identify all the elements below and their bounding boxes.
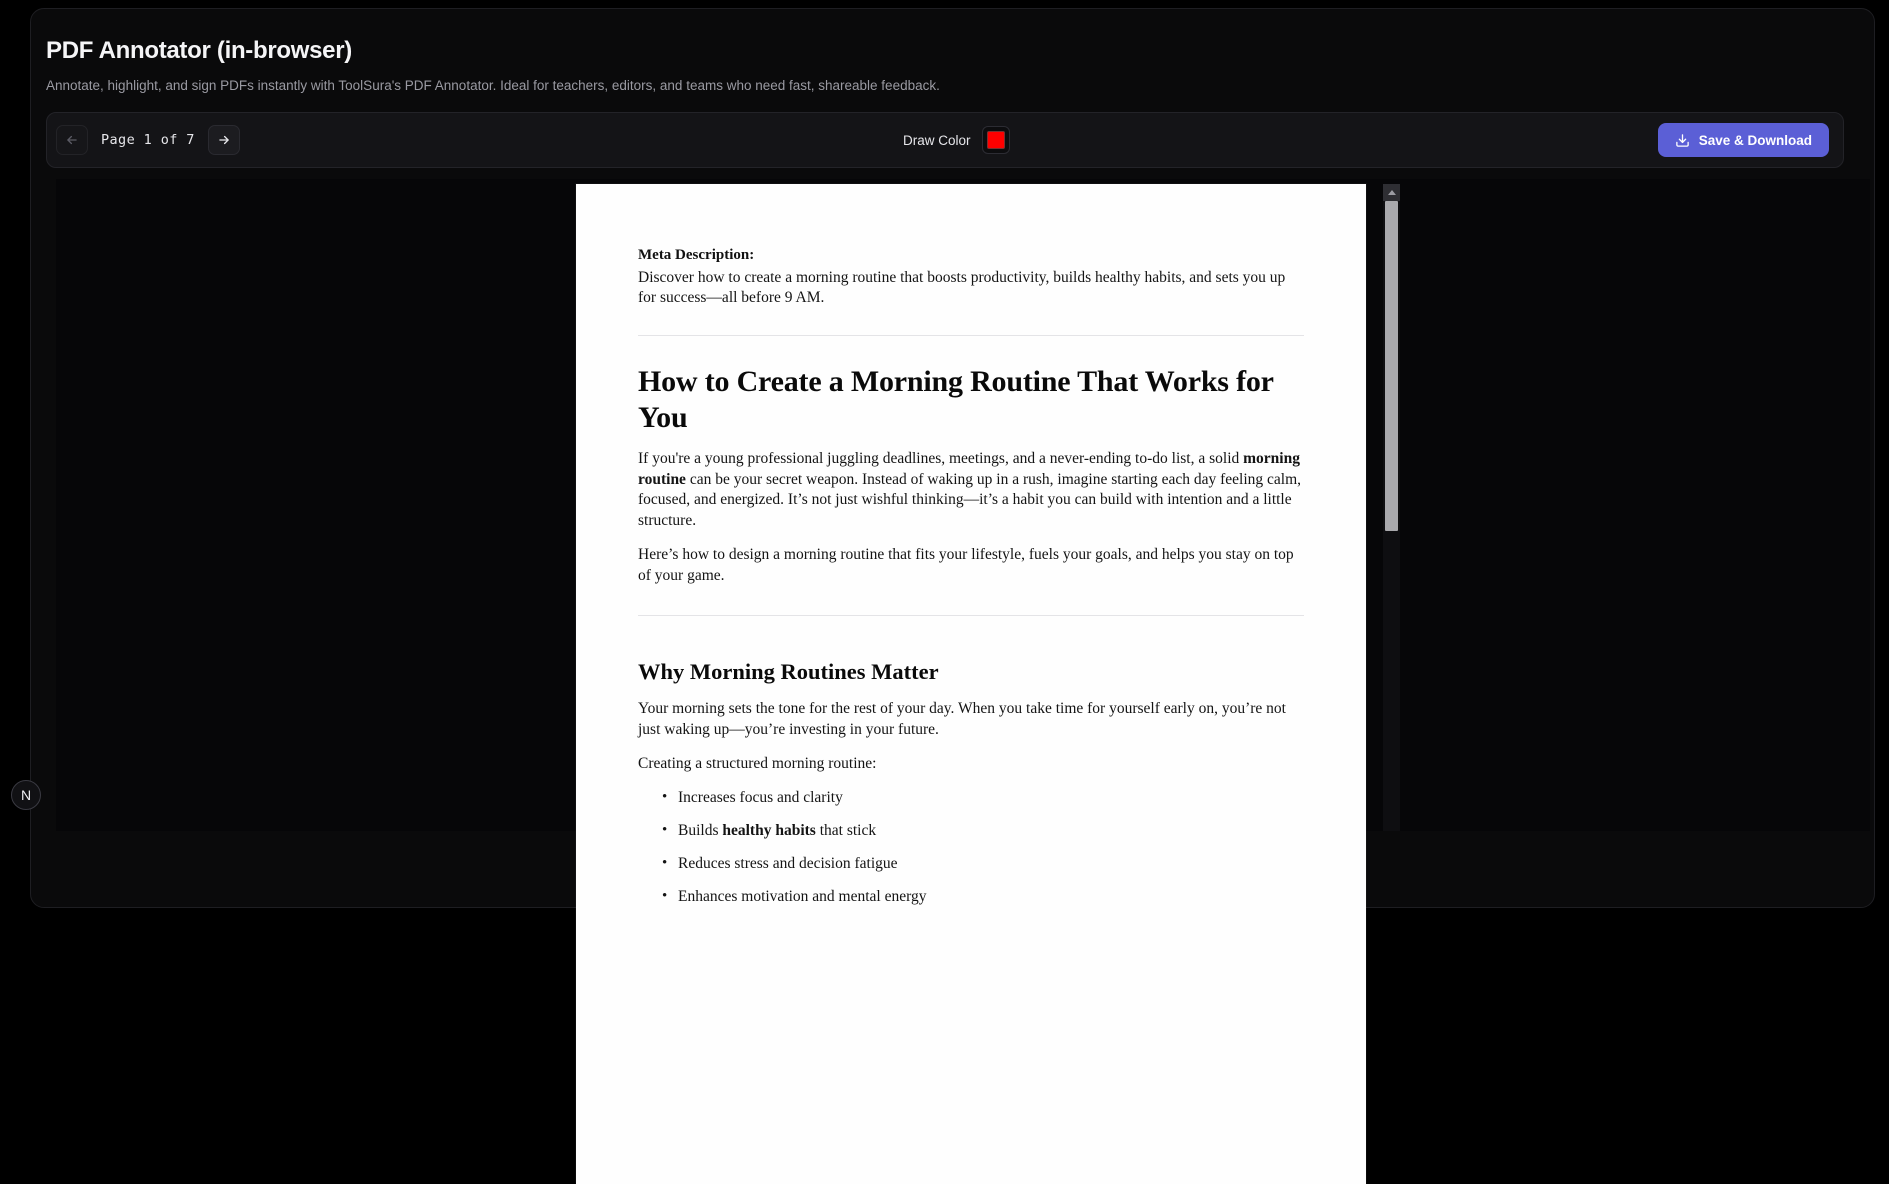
document-heading-1: How to Create a Morning Routine That Works for You — [638, 365, 1274, 434]
arrow-left-icon — [65, 133, 79, 147]
editor-toolbar — [46, 112, 1844, 168]
list-item — [638, 788, 1304, 809]
intro-text-bold: morning routine — [638, 449, 1300, 488]
body-paragraph-1: Your morning sets the tone for the rest of your day. When you take time for yourself early on, you’re not just waking up—you’re investing in your future. — [638, 700, 1286, 739]
page-title: PDF Annotator (in-browser) — [46, 37, 352, 64]
page-subtitle: Annotate, highlight, and sign PDFs instantly with ToolSura's PDF Annotator. Ideal for teachers, editors, and teams who need fast, shareable feedback. — [46, 77, 940, 93]
list-item-text-tail: that stick — [815, 821, 877, 839]
meta-description-text: Discover how to create a morning routine that boosts productivity, builds healthy habits, and sets you up for success—all before 9 AM. — [638, 268, 1286, 306]
save-and-download-button[interactable] — [1658, 123, 1829, 157]
list-item-emphasis: healthy habits — [722, 821, 816, 839]
intro-text-a: If you're a young professional juggling deadlines, meetings, and a never-ending to-do list, a solid — [638, 449, 1244, 467]
document-heading-2: Why Morning Routines Matter — [638, 659, 939, 685]
previous-page-button[interactable] — [56, 125, 88, 155]
next-page-button[interactable] — [208, 125, 240, 155]
viewer-scrollbar[interactable] — [1383, 184, 1400, 831]
divider — [638, 615, 1304, 616]
download-icon — [1675, 133, 1690, 148]
page-header — [31, 9, 1874, 94]
benefits-list — [638, 788, 1304, 908]
main-panel — [30, 8, 1875, 908]
intro-paragraph-1 — [638, 449, 1304, 533]
list-item-text: Builds — [678, 821, 723, 839]
color-swatch — [987, 131, 1005, 149]
intro-text-b: can be your secret weapon. Instead of waking up in a rush, imagine starting each day feeling calm, focused, and energized. It’s not just wishful thinking—it’s a habit you can build with intention and a little structure. — [638, 470, 1301, 530]
nextjs-dev-badge[interactable]: N — [11, 780, 41, 810]
list-item — [638, 887, 1304, 908]
scrollbar-thumb[interactable] — [1385, 201, 1398, 531]
body-paragraph-2: Creating a structured morning routine: — [638, 754, 877, 772]
pdf-page-canvas[interactable] — [576, 184, 1366, 1184]
scroll-up-button[interactable] — [1383, 184, 1400, 201]
toolbar-actions — [1658, 123, 1829, 157]
list-item-text: Increases focus and clarity — [678, 788, 843, 806]
chevron-up-icon — [1388, 190, 1396, 195]
intro-paragraph-2: Here’s how to design a morning routine that fits your lifestyle, fuels your goals, and helps you stay on top of your game. — [638, 546, 1294, 585]
pdf-viewer[interactable] — [56, 179, 1870, 905]
list-item-text: Reduces stress and decision fatigue — [678, 854, 898, 872]
draw-color-label: Draw Color — [903, 132, 971, 148]
list-item — [638, 821, 1304, 842]
list-item-text: Enhances motivation and mental energy — [678, 887, 927, 905]
draw-color-control — [903, 126, 1010, 154]
pdf-text-content — [576, 184, 1366, 960]
page-indicator: Page 1 of 7 — [101, 132, 195, 148]
page-navigation — [47, 125, 240, 155]
arrow-right-icon — [217, 133, 231, 147]
meta-description-label: Meta Description: — [638, 247, 755, 263]
divider — [638, 335, 1304, 336]
draw-color-picker[interactable] — [982, 126, 1010, 154]
save-button-label: Save & Download — [1698, 132, 1812, 148]
list-item — [638, 854, 1304, 875]
